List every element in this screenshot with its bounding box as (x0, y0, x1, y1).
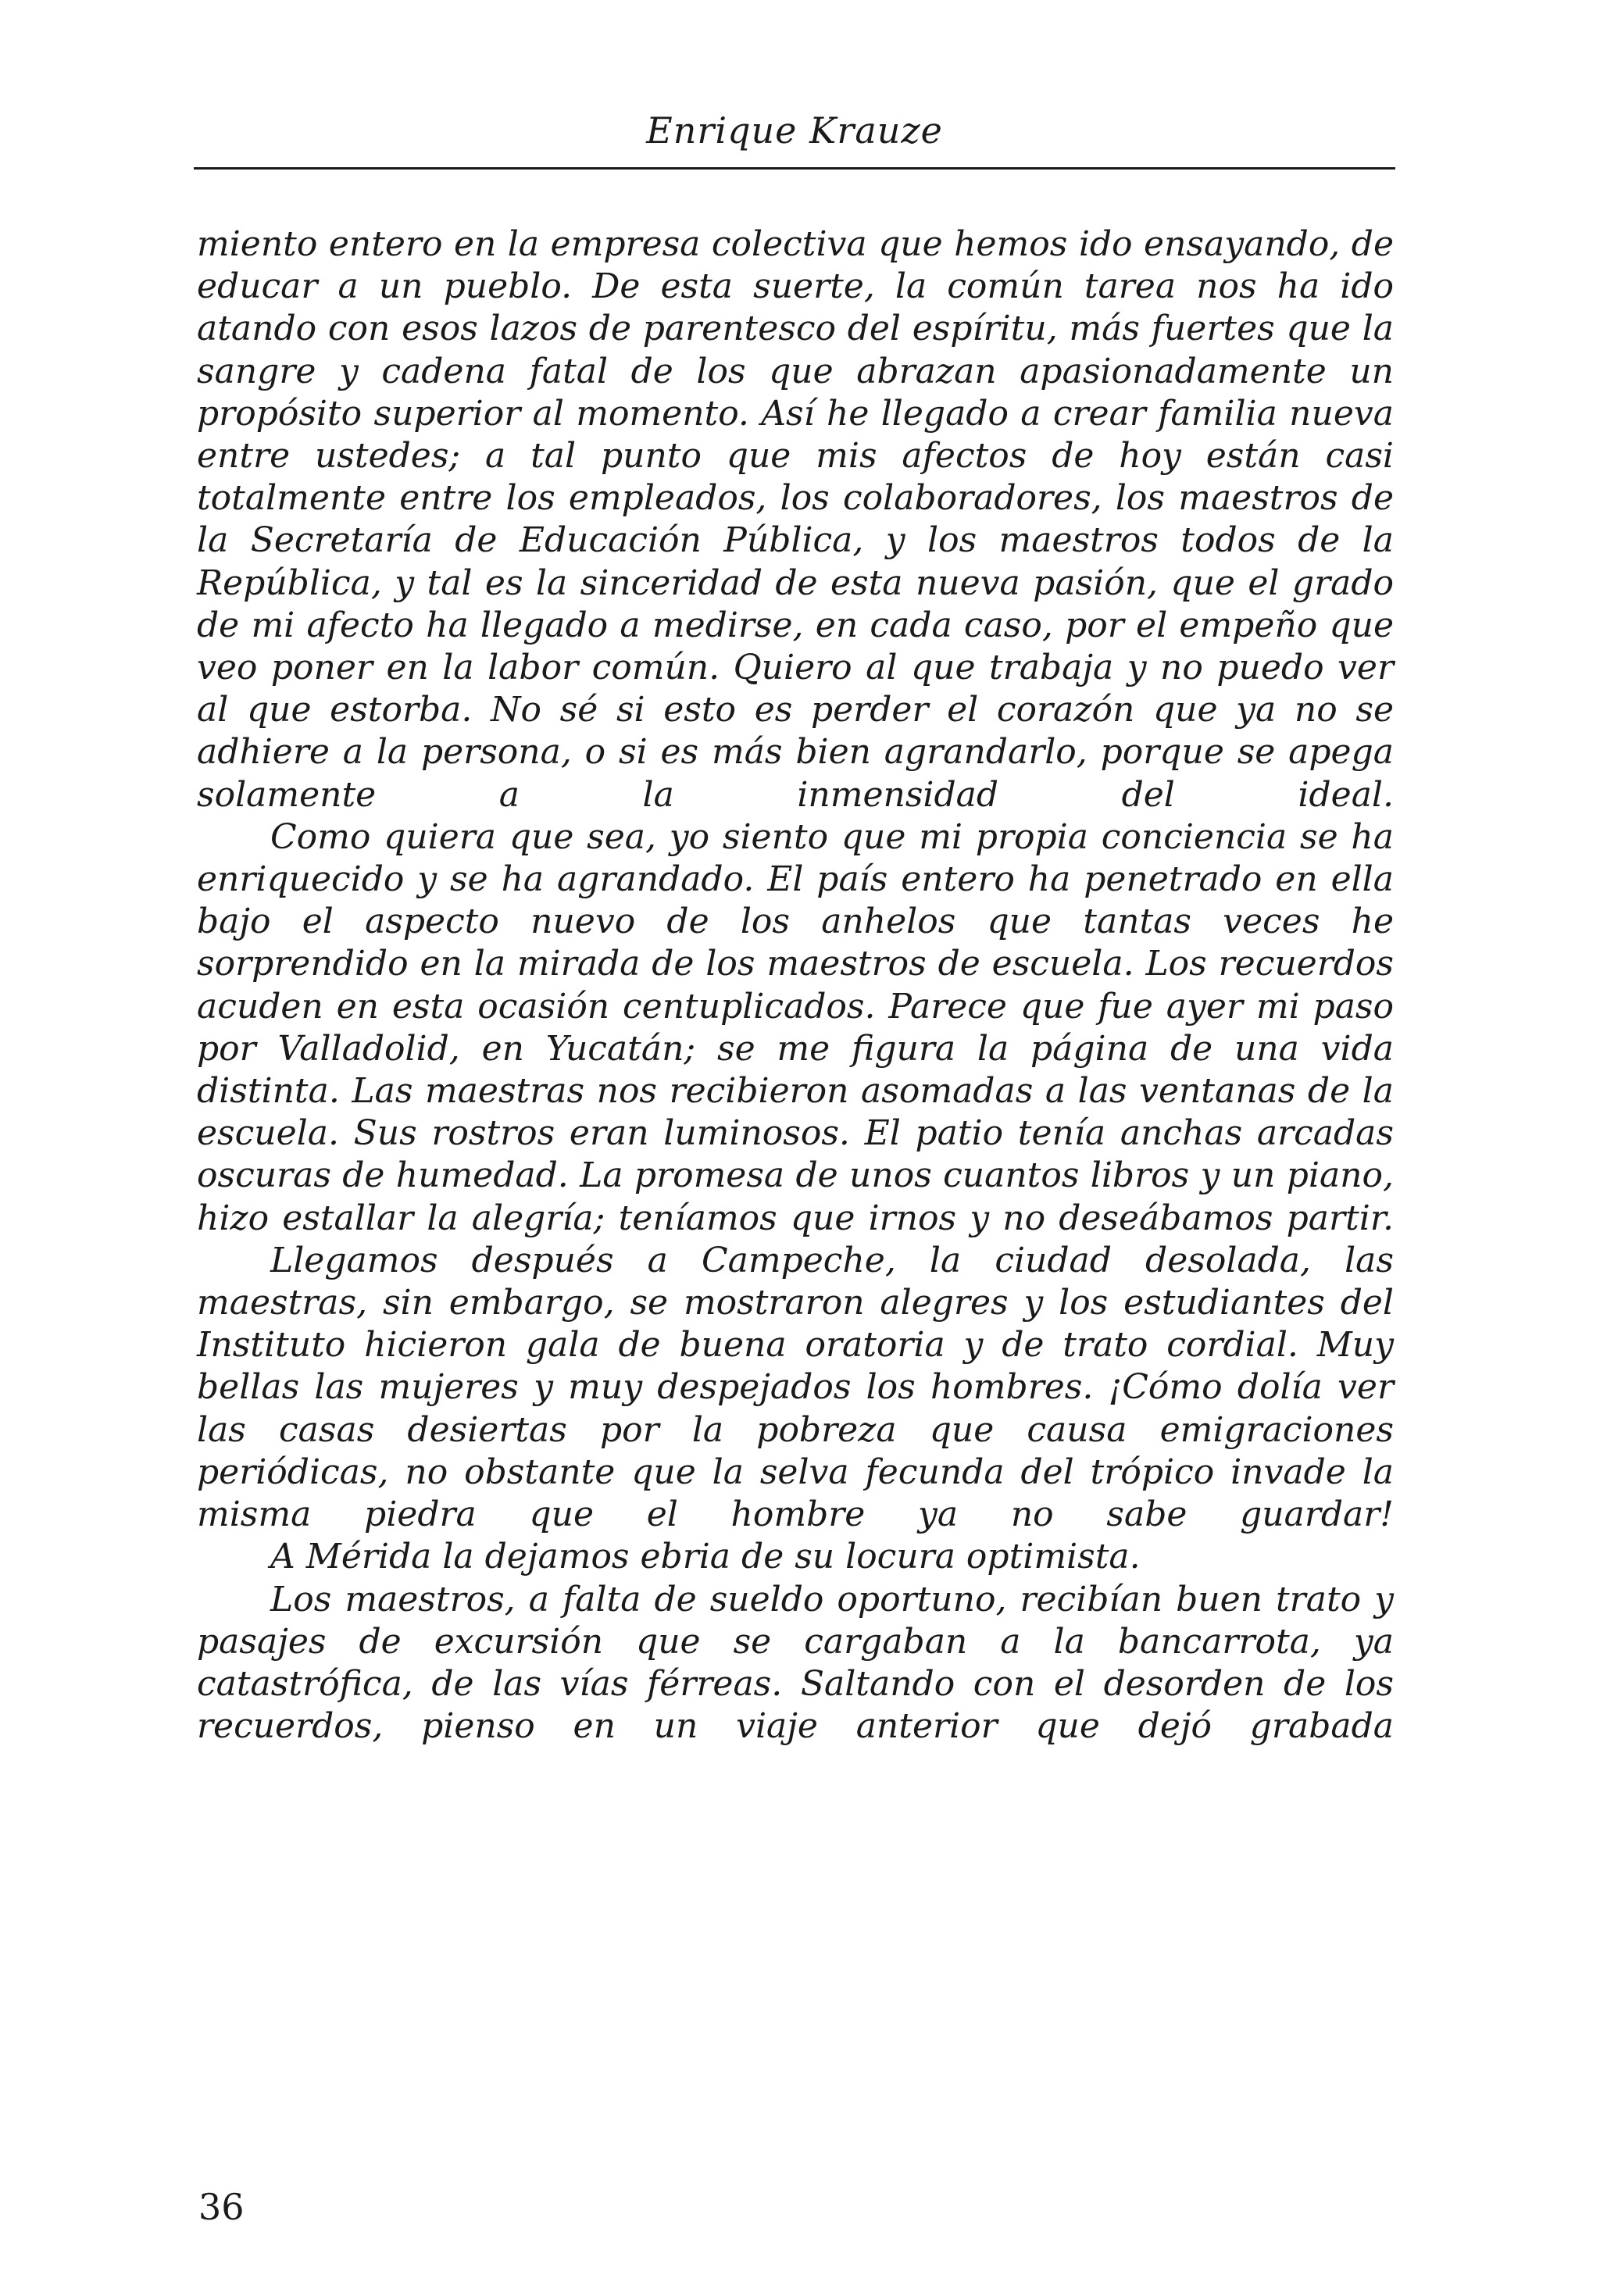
paragraph-4: A Mérida la dejamos ebria de su locura optimista. (270, 1537, 1141, 1577)
paragraph-1: miento entero en la empresa colectiva que hemos ido ensayando, de educar a un pueblo. De esta suerte, la común tarea nos ha ido atando con esos lazos de parentesco del espíritu, más fuertes que la sangre y cadena fatal de los que abrazan apasionadamente un propósito superior al momento. Así he llegado a crear familia nueva entre ustedes; a tal punto que mis afectos de hoy están casi totalmente entre los empleados, los colaboradores, los maestros de la Secretaría de Educación Pública, y los maestros todos de la República, y tal es la sinceridad de esta nueva pasión, que el grado de mi afecto ha llegado a medirse, en cada caso, por el empeño que veo poner en la labor común. Quiero al que trabaja y no puedo ver al que estorba. No sé si esto es perder el corazón que ya no se adhiere a la persona, o si es más bien agrandarlo, porque se apega solamente a la inmensidad del ideal. (197, 224, 1394, 815)
paragraph-3: Llegamos después a Campeche, la ciudad desolada, las maestras, sin embargo, se mostraron alegres y los estudiantes del Instituto hicieron gala de buena oratoria y de trato cordial. Muy bellas las mujeres y muy despejados los hombres. ¡Cómo dolía ver las casas desiertas por la pobreza que causa emigraciones periódicas, no obstante que la selva fecunda del trópico invade la misma piedra que el hombre ya no sabe guardar! (197, 1240, 1394, 1535)
running-head: Enrique Krauze (646, 109, 943, 152)
paragraph-2: Como quiera que sea, yo siento que mi propia conciencia se ha enriquecido y se ha agrandado. El país entero ha penetrado en ella bajo el aspecto nuevo de los anhelos que tantas veces he sorprendido en la mirada de los maestros de escuela. Los recuerdos acuden en esta ocasión centuplicados. Parece que fue ayer mi paso por Valladolid, en Yucatán; se me figura la página de una vida distinta. Las maestras nos recibieron asomadas a las ventanas de la escuela. Sus rostros eran luminosos. El patio tenía anchas arcadas oscuras de humedad. La promesa de unos cuantos libros y un piano, hizo estallar la alegría; teníamos que irnos y no deseábamos partir. (197, 816, 1394, 1238)
paragraph-5: Los maestros, a falta de sueldo oportuno, recibían buen trato y pasajes de excursión que se cargaban a la bancarrota, ya catastrófica, de las vías férreas. Saltando con el desorden de los recuerdos, pienso en un viaje anterior que dejó grabada (197, 1579, 1394, 1747)
page-number: 36 (198, 2186, 245, 2228)
body-text (197, 223, 1394, 1748)
header-rule (194, 167, 1395, 170)
